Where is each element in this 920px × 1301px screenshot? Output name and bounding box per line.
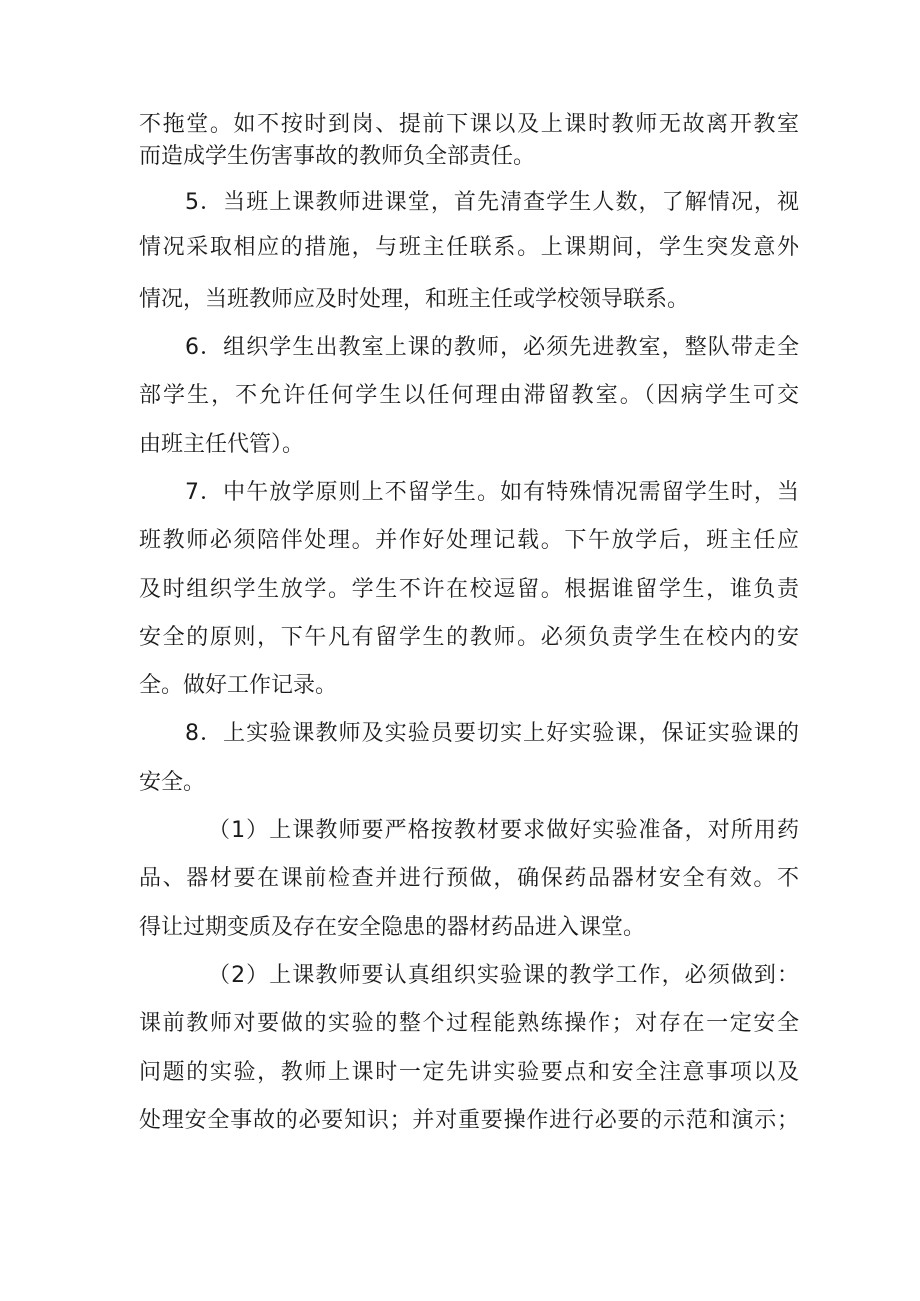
- text-line: 情况，当班教师应及时处理，和班主任或学校领导联系。: [139, 287, 690, 312]
- text-line: 部学生，不允许任何学生以任何理由滞留教室。（因病学生可交: [139, 383, 799, 408]
- text-line: 安全的原则，下午凡有留学生的教师。必须负责学生在校内的安: [139, 625, 799, 650]
- text-line: 情况采取相应的措施，与班主任联系。上课期间，学生突发意外: [139, 235, 799, 260]
- text-line: 及时组织学生放学。学生不许在校逗留。根据谁留学生，谁负责: [139, 577, 799, 602]
- paragraph-item-5: 5．当班上课教师进课堂，首先清查学生人数，了解情况，视: [185, 190, 799, 215]
- text-line: 问题的实验，教师上课时一定先讲实验要点和安全注意事项以及: [139, 1060, 799, 1085]
- paragraph-item-6: 6．组织学生出教室上课的教师，必须先进教室，整队带走全: [185, 335, 799, 360]
- text-line: 而造成学生伤害事故的教师负全部责任。: [139, 144, 536, 169]
- sub-item-2: （2）上课教师要认真组织实验课的教学工作，必须做到：: [208, 963, 799, 988]
- text-line: 得让过期变质及存在安全隐患的器材药品进入课堂。: [139, 915, 646, 940]
- paragraph-item-8: 8．上实验课教师及实验员要切实上好实验课，保证实验课的: [185, 721, 799, 746]
- text-line: 品、器材要在课前检查并进行预做，确保药品器材安全有效。不: [139, 866, 799, 891]
- text-line: 处理安全事故的必要知识；并对重要操作进行必要的示范和演示；: [139, 1108, 799, 1133]
- text-line: 全。做好工作记录。: [139, 673, 338, 698]
- text-line: 课前教师对要做的实验的整个过程能熟练操作；对存在一定安全: [139, 1011, 799, 1036]
- text-line: 安全。: [139, 770, 206, 795]
- text-line: 班教师必须陪伴处理。并作好处理记载。下午放学后，班主任应: [139, 528, 799, 553]
- text-line: 由班主任代管）。: [139, 432, 305, 457]
- sub-item-1: （1）上课教师要严格按教材要求做好实验准备，对所用药: [208, 818, 799, 843]
- paragraph-item-7: 7．中午放学原则上不留学生。如有特殊情况需留学生时，当: [185, 480, 799, 505]
- text-line: 不拖堂。如不按时到岗、提前下课以及上课时教师无故离开教室: [139, 112, 799, 137]
